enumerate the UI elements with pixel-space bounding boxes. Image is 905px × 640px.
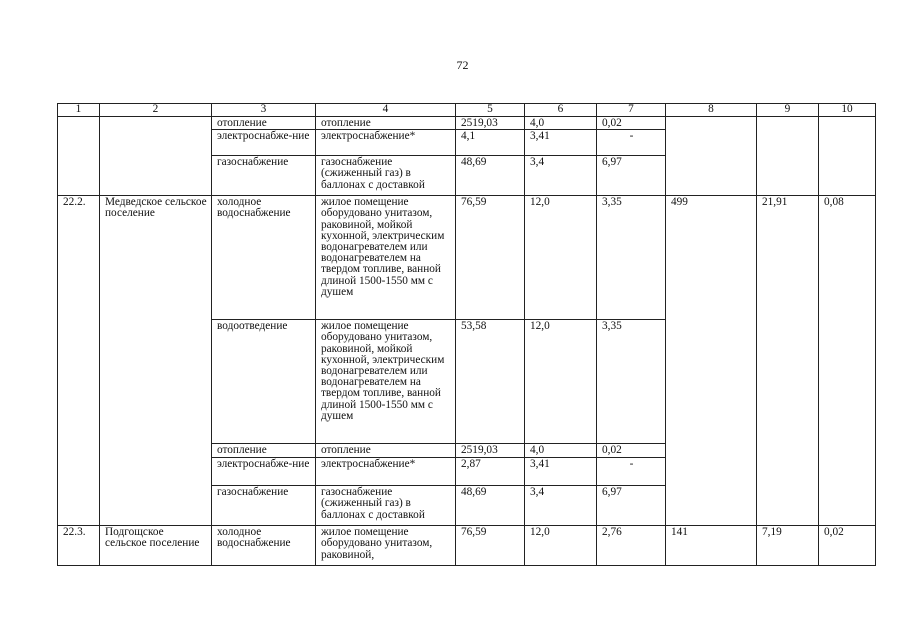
settlement-cell: Медведское сельское поселение (100, 196, 212, 526)
description-cell: жилое помещение оборудовано унитазом, раковиной, мойкой кухонной, электрическим водонагревателем или водонагревателем на твердом топливе, ванной длиной 1500-1550 мм с душем (316, 320, 456, 444)
value-cell: - (597, 130, 666, 156)
value-cell: 0,02 (597, 444, 666, 458)
value-cell: 3,41 (525, 130, 597, 156)
table-row (58, 117, 876, 130)
value-cell: 2519,03 (456, 444, 525, 458)
header-row (58, 104, 876, 117)
value-cell: 3,35 (597, 196, 666, 320)
value-cell: 0,02 (819, 526, 876, 566)
value-cell: 6,97 (597, 156, 666, 196)
value-cell: 12,0 (525, 526, 597, 566)
header-cell: 7 (597, 104, 666, 117)
value-cell: 76,59 (456, 196, 525, 320)
value-cell: 21,91 (757, 196, 819, 526)
value-cell: 2519,03 (456, 117, 525, 130)
description-cell: электроснабжение* (316, 130, 456, 156)
value-cell: 4,1 (456, 130, 525, 156)
service-cell: электроснабже-ние (212, 130, 316, 156)
value-cell: 48,69 (456, 156, 525, 196)
value-cell: 76,59 (456, 526, 525, 566)
description-cell: газоснабжение (сжиженный газ) в баллонах с доставкой (316, 486, 456, 526)
service-cell: водоотведение (212, 320, 316, 444)
value-cell (757, 117, 819, 196)
description-cell: газоснабжение (сжиженный газ) в баллонах с доставкой (316, 156, 456, 196)
service-cell: отопление (212, 117, 316, 130)
number-cell (58, 117, 100, 196)
value-cell (666, 117, 757, 196)
settlement-cell: Подгощское сельское поселение (100, 526, 212, 566)
header-cell: 3 (212, 104, 316, 117)
service-cell: электроснабже-ние (212, 458, 316, 486)
value-cell: 6,97 (597, 486, 666, 526)
header-cell: 4 (316, 104, 456, 117)
value-cell: 3,4 (525, 156, 597, 196)
number-cell: 22.2. (58, 196, 100, 526)
header-cell: 1 (58, 104, 100, 117)
value-cell: 0,08 (819, 196, 876, 526)
value-cell: 4,0 (525, 444, 597, 458)
value-cell: 0,02 (597, 117, 666, 130)
description-cell: жилое помещение оборудовано унитазом, раковиной, мойкой кухонной, электрическим водонагревателем или водонагревателем на твердом топливе, ванной длиной 1500-1550 мм с душем (316, 196, 456, 320)
header-cell: 5 (456, 104, 525, 117)
header-cell: 10 (819, 104, 876, 117)
service-cell: холодное водоснабжение (212, 526, 316, 566)
value-cell: 499 (666, 196, 757, 526)
value-cell: 3,41 (525, 458, 597, 486)
value-cell (819, 117, 876, 196)
service-cell: отопление (212, 444, 316, 458)
description-cell: электроснабжение* (316, 458, 456, 486)
header-cell: 9 (757, 104, 819, 117)
number-cell: 22.3. (58, 526, 100, 566)
table-row (58, 526, 876, 566)
value-cell: 53,58 (456, 320, 525, 444)
description-cell: отопление (316, 117, 456, 130)
value-cell: 12,0 (525, 320, 597, 444)
service-cell: газоснабжение (212, 156, 316, 196)
service-cell: холодное водоснабжение (212, 196, 316, 320)
value-cell: 48,69 (456, 486, 525, 526)
description-cell: жилое помещение оборудовано унитазом, раковиной, (316, 526, 456, 566)
value-cell: 2,87 (456, 458, 525, 486)
value-cell: 141 (666, 526, 757, 566)
service-cell: газоснабжение (212, 486, 316, 526)
header-cell: 8 (666, 104, 757, 117)
header-cell: 2 (100, 104, 212, 117)
value-cell: 3,35 (597, 320, 666, 444)
header-cell: 6 (525, 104, 597, 117)
value-cell: 12,0 (525, 196, 597, 320)
table-row (58, 196, 876, 320)
tariff-table (57, 103, 876, 566)
value-cell: 3,4 (525, 486, 597, 526)
description-cell: отопление (316, 444, 456, 458)
value-cell: 2,76 (597, 526, 666, 566)
page-number: 72 (456, 58, 469, 72)
value-cell: 7,19 (757, 526, 819, 566)
value-cell: - (597, 458, 666, 486)
value-cell: 4,0 (525, 117, 597, 130)
settlement-cell (100, 117, 212, 196)
